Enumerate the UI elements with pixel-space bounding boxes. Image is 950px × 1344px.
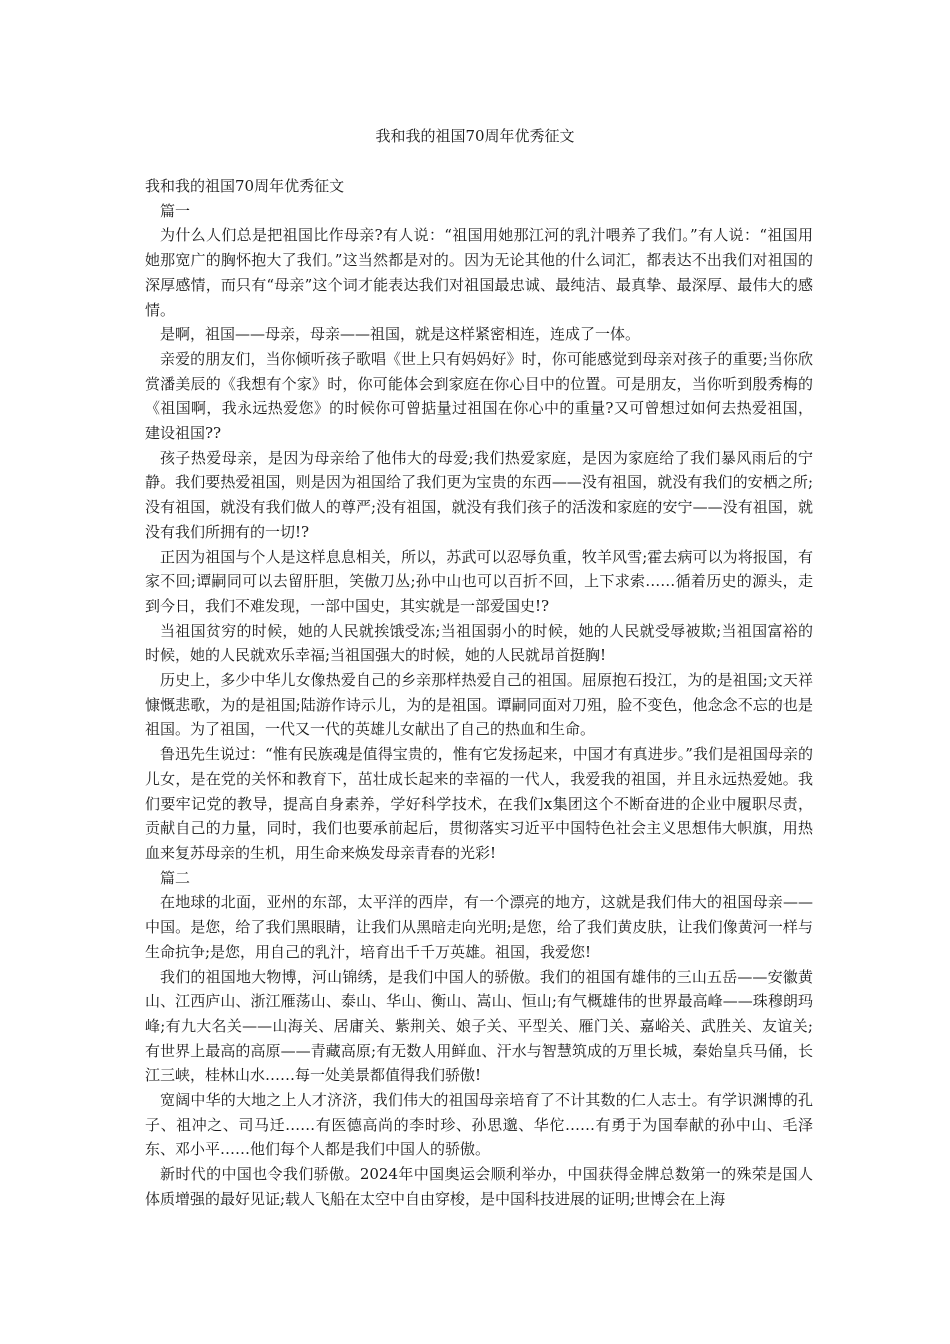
paragraph: 篇一 [160, 201, 191, 220]
paragraph: 亲爱的朋友们，当你倾听孩子歌唱《世上只有妈妈好》时，你可能感觉到母亲对孩子的重要;当你欣赏潘美辰的《我想有个家》时，你可能体会到家庭在你心目中的位置。可是朋友，当你听到殷秀梅的《祖国啊，我永远热爱您》的时候你可曾掂量过祖国在你心中的重量?又可曾想过如何去热爱祖国，建设祖国?? [145, 349, 813, 443]
paragraph: 历史上，多少中华儿女像热爱自己的乡亲那样热爱自己的祖国。屈原抱石投江，为的是祖国;文天祥慷慨悲歌，为的是祖国;陆游作诗示儿，为的是祖国。谭嗣同面对刀殂，脸不变色，他念念不忘的也是祖国。为了祖国，一代又一代的英雄儿女献出了自己的热血和生命。 [145, 671, 813, 739]
document-body [145, 174, 813, 1212]
paragraph: 为什么人们总是把祖国比作母亲?有人说：“祖国用她那江河的乳汁喂养了我们。”有人说：“祖国用她那宽广的胸怀抱大了我们。”这当然都是对的。因为无论其他的什么词汇，都表达不出我们对祖国的深厚感情，而只有“母亲”这个词才能表达我们对祖国最忠诚、最纯洁、最真挚、最深厚、最伟大的感情。 [145, 226, 813, 319]
paragraph: 鲁迅先生说过：“惟有民族魂是值得宝贵的，惟有它发扬起来，中国才有真进步。”我们是祖国母亲的儿女，是在党的关怀和教育下，茁壮成长起来的幸福的一代人，我爱我的祖国，并且永远热爱她。我们要牢记党的教导，提高自身素养，学好科学技术，在我们x集团这个不断奋进的企业中履职尽责，贡献自己的力量，同时，我们也要承前起后，贯彻落实习近平中国特色社会主义思想伟大帜旗，用热血来复苏母亲的生机，用生命来焕发母亲青春的光彩! [145, 745, 813, 862]
paragraph: 新时代的中国也令我们骄傲。2024年中国奥运会顺利举办，中国获得金牌总数第一的殊荣是国人体质增强的最好见证;载人飞船在太空中自由穿梭，是中国科技进展的证明;世博会在上海 [145, 1165, 813, 1208]
paragraph: 正因为祖国与个人是这样息息相关，所以，苏武可以忍辱负重，牧羊风雪;霍去病可以为将报国，有家不回;谭嗣同可以去留肝胆，笑傲刀丛;孙中山也可以百折不回，上下求索……循着历史的源头，走到今日，我们不难发现，一部中国史，其实就是一部爱国史!? [145, 547, 813, 615]
paragraph: 篇二 [160, 868, 191, 887]
paragraph: 我们的祖国地大物博，河山锦绣，是我们中国人的骄傲。我们的祖国有雄伟的三山五岳——安徽黄山、江西庐山、浙江雁荡山、泰山、华山、衡山、嵩山、恒山;有气概雄伟的世界最高峰——珠穆朗玛峰;有九大名关——山海关、居庸关、紫荆关、娘子关、平型关、雁门关、嘉峪关、武胜关、友谊关;有世界上最高的高原——青藏高原;有无数人用鲜血、汗水与智慧筑成的万里长城，秦始皇兵马俑，长江三峡，桂林山水……每一处美景都值得我们骄傲! [145, 967, 813, 1085]
paragraph: 是啊，祖国——母亲，母亲——祖国，就是这样紧密相连，连成了一体。 [160, 325, 641, 344]
body-heading: 我和我的祖国70周年优秀征文 [145, 177, 345, 195]
paragraph: 宽阔中华的大地之上人才济济，我们伟大的祖国母亲培育了不计其数的仁人志士。有学识渊博的孔子、祖冲之、司马迁……有医德高尚的李时珍、孙思邈、华佗……有勇于为国奉献的孙中山、毛泽东、邓小平……他们每个人都是我们中国人的骄傲。 [145, 1091, 813, 1159]
paragraph: 当祖国贫穷的时候，她的人民就挨饿受冻;当祖国弱小的时候，她的人民就受辱被欺;当祖国富裕的时候，她的人民就欢乐幸福;当祖国强大的时候，她的人民就昂首挺胸! [145, 621, 813, 665]
paragraph: 在地球的北面，亚州的东部，太平洋的西岸，有一个漂亮的地方，这就是我们伟大的祖国母亲——中国。是您，给了我们黑眼睛，让我们从黑暗走向光明;是您，给了我们黄皮肤，让我们像黄河一样与生命抗争;是您，用自己的乳汁，培育出千千万英雄。祖国，我爱您! [145, 893, 813, 961]
document-title: 我和我的祖国70周年优秀征文 [375, 127, 575, 145]
paragraph: 孩子热爱母亲，是因为母亲给了他伟大的母爱;我们热爱家庭，是因为家庭给了我们暴风雨后的宁静。我们要热爱祖国，则是因为祖国给了我们更为宝贵的东西——没有祖国，就没有我们的安栖之所;没有祖国，就没有我们做人的尊严;没有祖国，就没有我们孩子的活泼和家庭的安宁——没有祖国，就没有我们所拥有的一切!? [145, 448, 813, 541]
